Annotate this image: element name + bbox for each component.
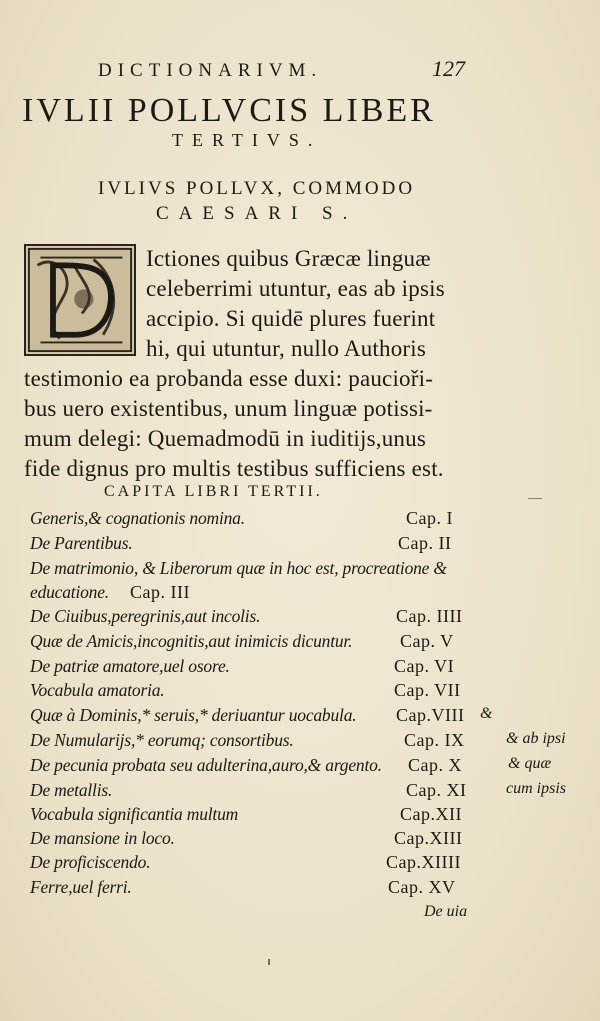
margin-note-9: & <box>480 705 493 722</box>
toc-entry-3: De matrimonio, & Liberorum quæ in hoc est, procreatione & <box>30 558 447 578</box>
catchword: De uia <box>424 903 468 920</box>
toc-cap-8: Cap. VII <box>394 680 461 700</box>
toc-cap-7: Cap. VI <box>394 656 455 676</box>
printer-mark <box>268 959 270 965</box>
book-title: IVLII POLLVCIS LIBER <box>22 92 436 129</box>
toc-cap-10: Cap. IX <box>404 730 465 750</box>
toc-entry-11: De pecunia probata seu adulterina,auro,& argento. <box>30 755 382 775</box>
toc-entry-13: Vocabula significantia multum <box>30 804 239 824</box>
toc-entry-10: De Numularijs,* eorumq; consortibus. <box>30 730 294 750</box>
toc-cap-4: Cap. III <box>130 582 190 602</box>
toc-entry-2: De Parentibus. <box>30 533 133 553</box>
margin-note-12: cum ipsis <box>506 780 566 797</box>
toc-cap-16: Cap. XV <box>388 877 456 897</box>
toc-entry-6: Quæ de Amicis,incognitis,aut inimicis dicuntur. <box>30 631 353 651</box>
dedication-line-1: IVLIVS POLLVX, COMMODO <box>98 178 416 199</box>
toc-entry-12: De metallis. <box>30 780 113 800</box>
body-line-1: Ictiones quibus Græcæ linguæ <box>146 246 431 271</box>
margin-note-10: & ab ipsi <box>506 730 566 747</box>
toc-cap-2: Cap. II <box>398 533 452 553</box>
toc-entry-4: educatione. <box>30 582 109 602</box>
toc-cap-6: Cap. V <box>400 631 454 651</box>
toc-entry-5: De Ciuibus,peregrinis,aut incolis. <box>30 606 261 626</box>
body-line-6: bus uero existentibus, unum linguæ potissi- <box>24 396 433 421</box>
toc-cap-14: Cap.XIII <box>394 828 463 848</box>
margin-note-11: & quæ <box>508 755 552 772</box>
dedication-line-2: CAESARI S. <box>156 203 358 224</box>
body-line-8: fide dignus pro multis testibus sufficiens est. <box>24 456 444 481</box>
toc-entry-7: De patriæ amatore,uel osore. <box>30 656 230 676</box>
body-line-4: hi, qui utuntur, nullo Authoris <box>146 336 427 361</box>
body-line-3: accipio. Si quidē plures fuerint <box>146 306 436 331</box>
running-head: DICTIONARIVM. <box>98 60 323 81</box>
toc-heading: CAPITA LIBRI TERTII. <box>104 483 323 500</box>
page-number: 127 <box>432 56 465 81</box>
woodcut-initial-image <box>26 246 134 354</box>
toc-entry-1: Generis,& cognationis nomina. <box>30 508 245 528</box>
toc-entry-8: Vocabula amatoria. <box>30 680 165 700</box>
toc-entry-16: Ferre,uel ferri. <box>30 877 132 897</box>
toc-cap-13: Cap.XII <box>400 804 462 824</box>
toc-cap-11: Cap. X <box>408 755 462 775</box>
body-line-7: mum delegi: Quemadmodū in iuditijs,unus <box>24 426 426 451</box>
margin-dash <box>528 498 542 499</box>
book-subtitle: TERTIVS. <box>172 130 322 150</box>
toc-cap-15: Cap.XIIII <box>386 852 461 872</box>
toc-cap-1: Cap. I <box>406 508 453 528</box>
toc-entry-14: De mansione in loco. <box>30 828 175 848</box>
toc-entry-15: De proficiscendo. <box>30 852 151 872</box>
toc-cap-9: Cap.VIII <box>396 705 465 725</box>
body-line-2: celeberrimi utuntur, eas ab ipsis <box>146 276 445 301</box>
toc-entry-9: Quæ à Dominis,* seruis,* deriuantur uocabula. <box>30 705 357 725</box>
woodcut-initial-d <box>24 244 136 356</box>
toc-cap-5: Cap. IIII <box>396 606 463 626</box>
body-line-5: testimonio ea probanda esse duxi: paucioři- <box>24 366 434 391</box>
toc-cap-12: Cap. XI <box>406 780 467 800</box>
